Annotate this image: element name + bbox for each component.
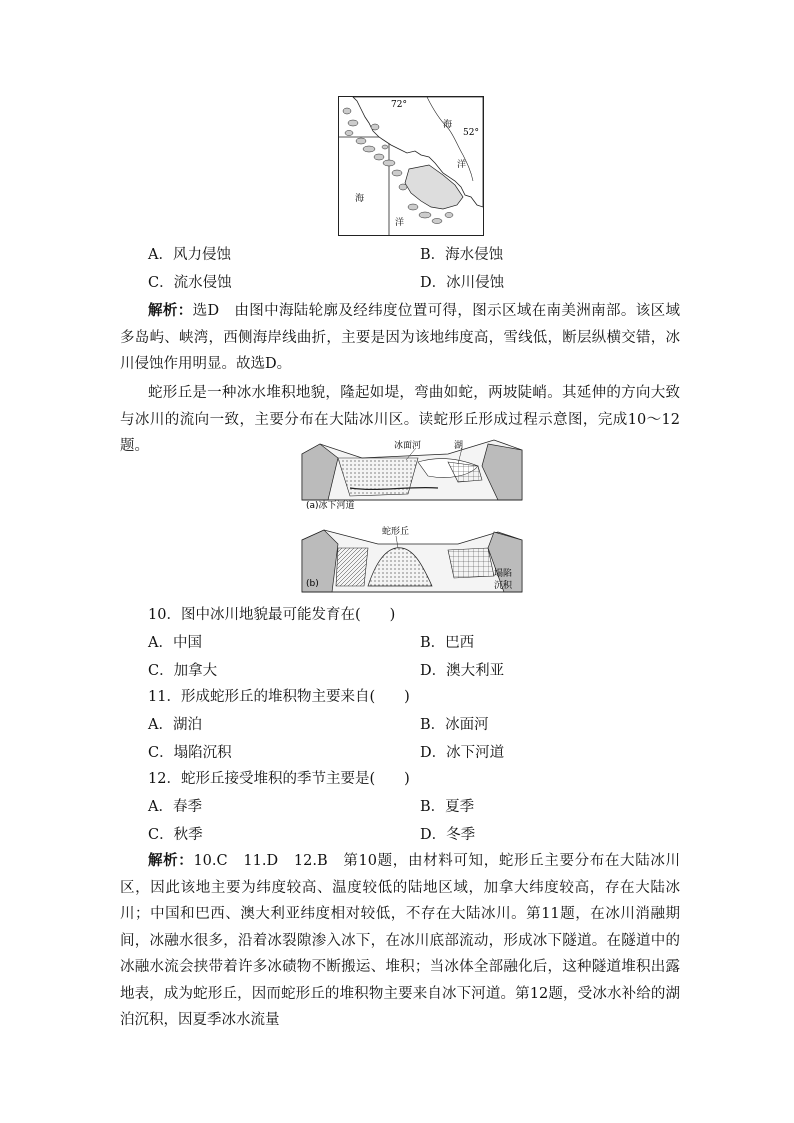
q9-option-a: A．风力侵蚀 — [148, 247, 231, 263]
label-b: (b) — [306, 579, 319, 589]
q10-options-row-2 — [148, 660, 708, 682]
lon-label: 72° — [391, 100, 407, 110]
q10-stem: 10．图中冰川地貌最可能发育在( ) — [148, 607, 396, 623]
sea-label-1: 海 — [443, 120, 453, 130]
q9-option-c: C．流水侵蚀 — [148, 275, 232, 291]
q11-option-d: D．冰下河道 — [420, 745, 505, 761]
q9-options-row-2 — [148, 272, 708, 294]
q10-option-b: B．巴西 — [420, 635, 475, 651]
q9-analysis — [120, 298, 680, 378]
q12-options-row-2 — [148, 824, 708, 846]
final-analysis-text: 10.C 11.D 12.B 第10题，由材料可知，蛇形丘主要分布在大陆冰川区，因此该地主要为纬度较高、温度较低的陆地区域，加拿大纬度较高，存在大陆冰川；中国和巴西、澳大利亚纬度相对较低，不存在大陆冰川。第11题，在冰川消融期间，冰融水很多，沿着冰裂隙渗入冰下，在冰川底部流动，形成冰下隧道。在隧道中的冰融水流会挟带着许多冰碛物不断搬运、堆积；当冰体全部融化后，这种隧道堆积出露地表，成为蛇形丘，因而蛇形丘的堆积物主要来自冰下河道。第12题，受冰水补给的湖泊沉积，因夏季冰水流量 — [120, 853, 680, 1028]
q9-analysis-lead: 解析： — [148, 302, 193, 319]
q10-options-row-1 — [148, 632, 708, 654]
lat-label: 52° — [463, 128, 479, 138]
final-analysis — [120, 848, 680, 1034]
final-analysis-lead: 解析： — [148, 852, 194, 869]
q11-options-row-1 — [148, 714, 708, 736]
q9-option-b: B．海水侵蚀 — [420, 247, 504, 263]
esker-formation-figure — [298, 436, 528, 596]
esker-intro: 蛇形丘是一种冰水堆积地貌，隆起如堤，弯曲如蛇，两坡陡峭。其延伸的方向大致与冰川的流向一致，主要分布在大陆冰川区。读蛇形丘形成过程示意图，完成10～12题。 — [120, 385, 680, 454]
q11-options-row-2 — [148, 742, 708, 764]
q12-option-b: B．夏季 — [420, 799, 475, 815]
label-collapse-2: 沉积 — [494, 581, 513, 591]
esker-diagram — [298, 436, 528, 596]
q10-option-c: C．加拿大 — [148, 663, 218, 679]
q12-option-d: D．冬季 — [420, 827, 476, 843]
q11-option-b: B．冰面河 — [420, 717, 489, 733]
south-america-map-figure — [338, 96, 484, 236]
q9-option-d: D．冰川侵蚀 — [420, 275, 505, 291]
q11-stem: 11．形成蛇形丘的堆积物主要来自( ) — [148, 689, 410, 705]
sea-label-2: 洋 — [457, 160, 467, 170]
q10-option-d: D．澳大利亚 — [420, 663, 505, 679]
q10-option-a: A．中国 — [148, 635, 202, 651]
label-lake: 湖 — [454, 441, 464, 451]
label-a-subglacial-channel: (a)冰下河道 — [306, 501, 355, 511]
label-ice-river: 冰面河 — [394, 441, 422, 451]
sea-label-3: 海 — [355, 194, 365, 204]
q9-options-row-1 — [148, 244, 708, 266]
map-drawing — [339, 97, 483, 235]
sea-label-4: 洋 — [395, 218, 405, 228]
q11-option-a: A．湖泊 — [148, 717, 202, 733]
label-collapse-1: 塌陷 — [494, 569, 513, 579]
q12-stem: 12．蛇形丘接受堆积的季节主要是( ) — [148, 771, 410, 787]
label-esker: 蛇形丘 — [382, 527, 410, 537]
q11-option-c: C．塌陷沉积 — [148, 745, 232, 761]
q12-options-row-1 — [148, 796, 708, 818]
q9-analysis-text: 选D 由图中海陆轮廓及经纬度位置可得，图示区域在南美洲南部。该区域多岛屿、峡湾，西侧海岸线曲折，主要是因为该地纬度高，雪线低，断层纵横交错，冰川侵蚀作用明显。故选D。 — [120, 303, 681, 372]
q12-option-c: C．秋季 — [148, 827, 203, 843]
q12-option-a: A．春季 — [148, 799, 202, 815]
